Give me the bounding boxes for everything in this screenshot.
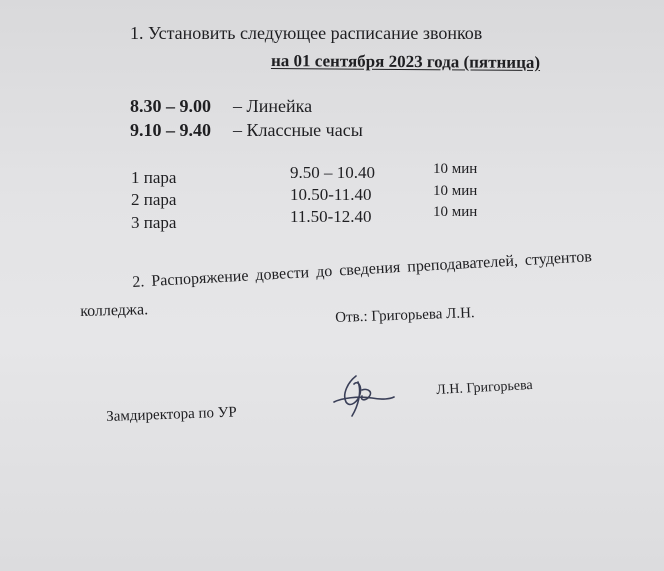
pair-break: 10 мин bbox=[433, 204, 478, 220]
responsible-person: Отв.: Григорьева Л.Н. bbox=[334, 305, 475, 326]
pair-time: 9.50 – 10.40 bbox=[290, 163, 375, 182]
signature-strokes bbox=[334, 376, 394, 416]
signature-image bbox=[328, 372, 398, 420]
signer-title: Замдиректора по УР bbox=[105, 404, 238, 425]
item-2-line-1: 2. Распоряжение довести до сведения преподавателей, студентов bbox=[131, 248, 593, 291]
item-2-line-2: колледжа. bbox=[79, 301, 149, 320]
pair-name: 2 пара bbox=[131, 190, 177, 209]
pair-time: 11.50-12.40 bbox=[290, 207, 372, 226]
signer-name: Л.Н. Григорьева bbox=[435, 377, 534, 398]
pair-break: 10 мин bbox=[433, 161, 478, 177]
event-label: – Классные часы bbox=[233, 120, 363, 140]
event-label: – Линейка bbox=[233, 96, 313, 116]
date-line: на 01 сентября 2023 года (пятница) bbox=[270, 51, 541, 72]
item-1-heading: 1. Установить следующее расписание звонков bbox=[130, 23, 483, 43]
pair-break: 10 мин bbox=[433, 183, 478, 199]
pair-name: 3 пара bbox=[131, 213, 177, 232]
pair-time: 10.50-11.40 bbox=[290, 185, 372, 204]
event-time: 9.10 – 9.40 bbox=[130, 120, 211, 140]
event-time: 8.30 – 9.00 bbox=[130, 96, 211, 116]
pair-name: 1 пара bbox=[131, 168, 177, 187]
